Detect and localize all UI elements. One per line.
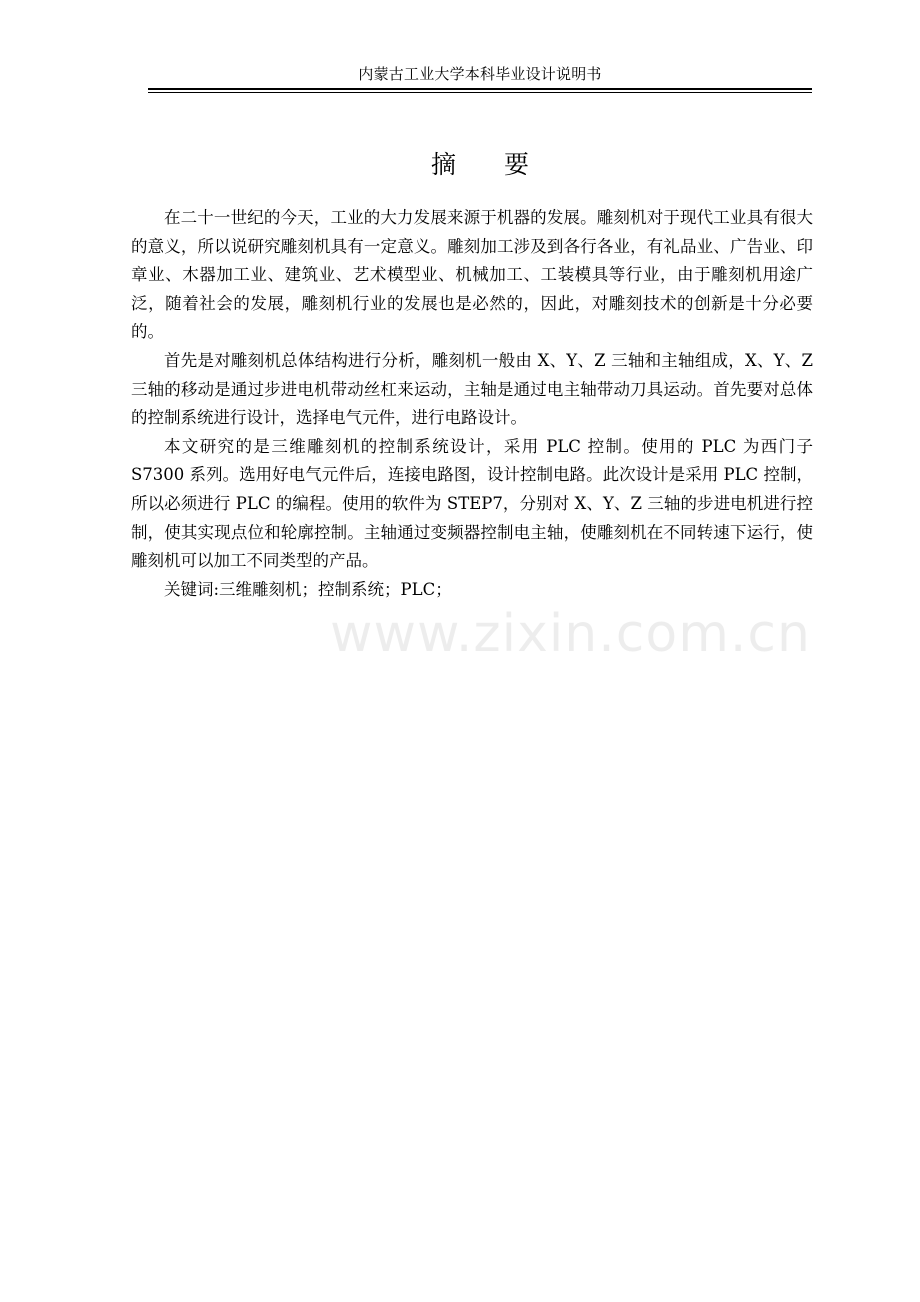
abstract-title: 摘 要 — [431, 150, 549, 179]
abstract-paragraph: 首先是对雕刻机总体结构进行分析，雕刻机一般由 X、Y、Z 三轴和主轴组成，X、Y、Z 三轴的移动是通过步进电机带动丝杠来运动，主轴是通过电主轴带动刀具运动。首先要对总体的控制系统进行设计，选择电气元件，进行电路设计。 — [131, 350, 813, 428]
abstract-body — [131, 204, 813, 604]
running-header: 内蒙古工业大学本科毕业设计说明书 — [358, 65, 602, 83]
header-rule-thin — [148, 92, 812, 93]
header-rule — [148, 88, 812, 90]
abstract-paragraph: 本文研究的是三维雕刻机的控制系统设计，采用 PLC 控制。使用的 PLC 为西门子 S7300 系列。选用好电气元件后，连接电路图，设计控制电路。此次设计是采用 PLC 控制，所以必须进行 PLC 的编程。使用的软件为 STEP7，分别对 X、Y、Z 三轴的步进电机进行控制，使其实现点位和轮廓控制。主轴通过变频器控制电主轴，使雕刻机在不同转速下运行，使雕刻机可以加工不同类型的产品。 — [131, 436, 813, 571]
abstract-paragraph: 在二十一世纪的今天，工业的大力发展来源于机器的发展。雕刻机对于现代工业具有很大的意义，所以说研究雕刻机具有一定意义。雕刻加工涉及到各行各业，有礼品业、广告业、印章业、木器加工业、建筑业、艺术模型业、机械加工、工装模具等行业，由于雕刻机用途广泛，随着社会的发展，雕刻机行业的发展也是必然的，因此，对雕刻技术的创新是十分必要的。 — [131, 208, 813, 342]
keywords-line: 关键词:三维雕刻机；控制系统；PLC； — [164, 579, 452, 599]
watermark: www.zixin.com.cn — [330, 604, 811, 664]
